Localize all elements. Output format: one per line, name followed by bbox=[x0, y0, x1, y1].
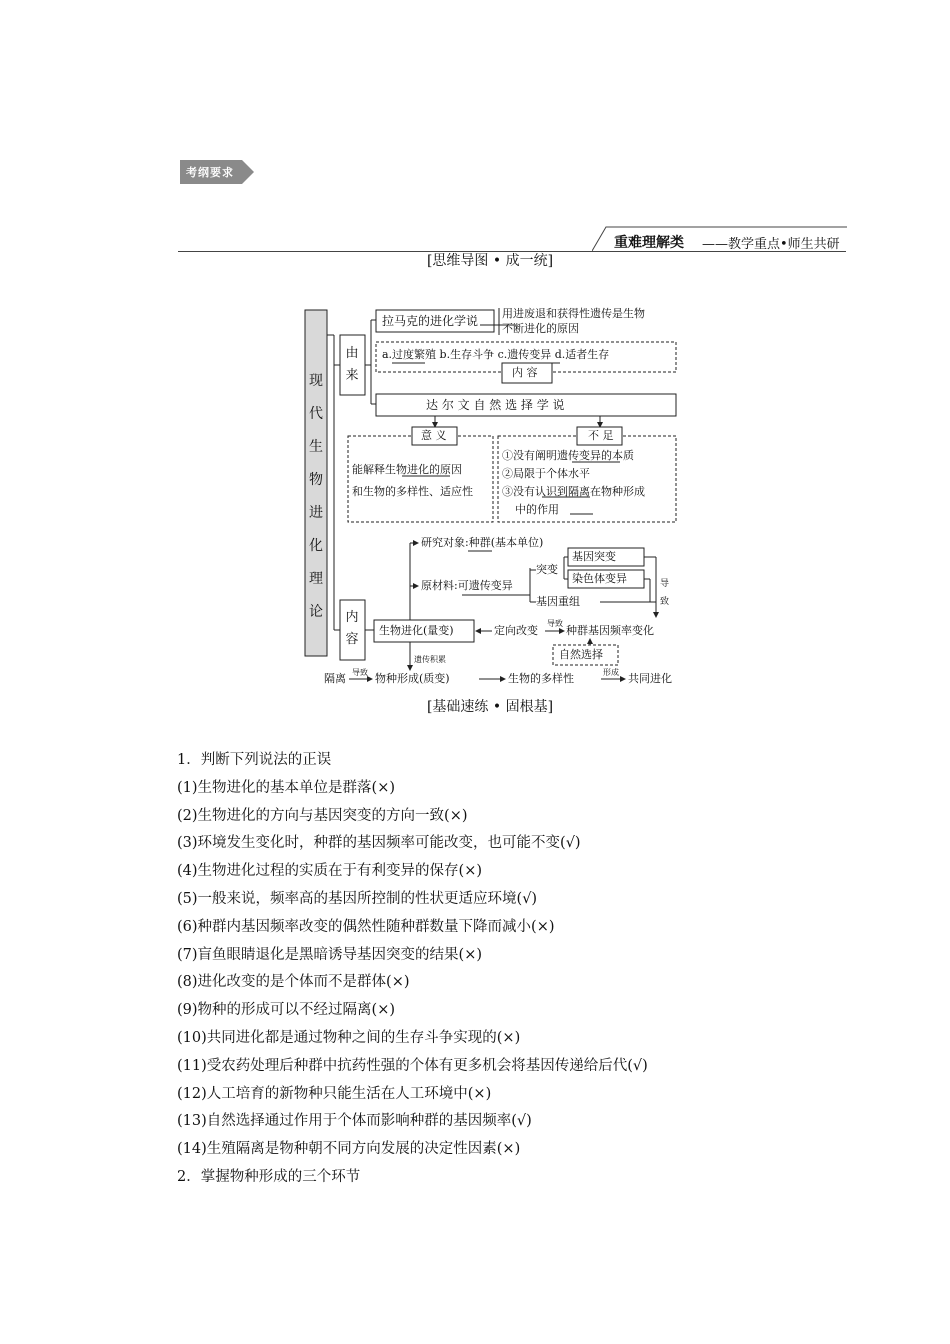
statement-item: (11)受农药处理后种群中抗药性强的个体有更多机会将基因传递给后代(√) bbox=[177, 1057, 648, 1074]
lead-to-v-2: 致 bbox=[660, 597, 670, 607]
directional-change: 定向改变 bbox=[494, 624, 538, 637]
chromosome-variation: 染色体变异 bbox=[572, 572, 627, 585]
statement-item: (13)自然选择通过作用于个体而影响种群的基因频率(√) bbox=[177, 1113, 532, 1130]
mindmap-title: [思维导图 • 成一统] bbox=[426, 253, 554, 269]
gene-mutation: 基因突变 bbox=[572, 550, 616, 563]
statement-item: (7)盲鱼眼睛退化是黑暗诱导基因突变的结果(×) bbox=[177, 946, 483, 963]
frequency-change: 种群基因频率变化 bbox=[566, 624, 654, 637]
mindmap-diagram bbox=[300, 305, 690, 700]
statement-item: (2)生物进化的方向与基因突变的方向一致(×) bbox=[177, 807, 468, 824]
lamarck-desc-1: 用进废退和获得性遗传是生物 bbox=[502, 307, 645, 320]
section-subtitle: ——教学重点•师生共研 bbox=[702, 237, 840, 252]
statement-item: (4)生物进化过程的实质在于有利变异的保存(×) bbox=[177, 863, 483, 880]
lamarck-desc-2: 不断进化的原因 bbox=[502, 322, 579, 335]
statement-item: (8)进化改变的是个体而不是群体(×) bbox=[177, 974, 410, 991]
lead-to-small: 导致 bbox=[547, 619, 563, 628]
content-box-label: 内 容 bbox=[512, 366, 538, 379]
darwin-label: 达 尔 文 自 然 选 择 学 说 bbox=[426, 398, 565, 412]
shortcoming-2: ②局限于个体水平 bbox=[502, 467, 590, 480]
root-label: 现代生物进化理论 bbox=[309, 373, 323, 620]
statement-item: (3)环境发生变化时，种群的基因频率可能改变，也可能不变(√) bbox=[177, 835, 581, 852]
syllabus-tag bbox=[180, 160, 256, 184]
evolution-box-label: 生物进化(量变) bbox=[379, 624, 454, 637]
speciation-label: 物种形成(质变) bbox=[375, 672, 450, 685]
shortcoming-label: 不 足 bbox=[588, 429, 614, 442]
form-small: 形成 bbox=[603, 668, 619, 677]
section-header bbox=[592, 226, 847, 252]
meaning-text-2: 和生物的多样性、适应性 bbox=[352, 485, 473, 498]
lead-to-small-2: 导致 bbox=[352, 668, 368, 677]
tag-arrow bbox=[242, 160, 254, 184]
statement-item: (1)生物进化的基本单位是群落(×) bbox=[177, 779, 396, 796]
natural-selection: 自然选择 bbox=[559, 648, 603, 661]
research-object: 研究对象:种群(基本单位) bbox=[421, 536, 544, 549]
question-1-title: 1．判断下列说法的正误 bbox=[177, 752, 332, 768]
coevolution-label: 共同进化 bbox=[628, 672, 672, 685]
isolation-label: 隔离 bbox=[324, 672, 346, 685]
content-side-label: 内容 bbox=[345, 610, 359, 647]
question-list bbox=[177, 747, 857, 1192]
meaning-text-1: 能解释生物进化的原因 bbox=[352, 463, 462, 476]
origin-label: 由来 bbox=[345, 346, 359, 383]
tag-label: 考纲要求 bbox=[186, 166, 234, 179]
section-title: 重难理解类 bbox=[614, 235, 684, 251]
question-2-title: 2．掌握物种形成的三个环节 bbox=[177, 1168, 361, 1185]
raw-material: 原材料:可遗传变异 bbox=[421, 579, 513, 592]
mutation-label: 突变 bbox=[536, 563, 558, 576]
shortcoming-4: 中的作用 bbox=[515, 503, 559, 516]
statement-item: (10)共同进化都是通过物种之间的生存斗争实现的(×) bbox=[177, 1029, 521, 1046]
statement-item: (12)人工培育的新物种只能生活在人工环境中(×) bbox=[177, 1085, 492, 1102]
basic-practice-title: [基础速练 • 固根基] bbox=[426, 699, 554, 715]
heritage-label: 遗传积累 bbox=[414, 655, 446, 664]
shortcoming-1: ①没有阐明遗传变异的本质 bbox=[502, 449, 634, 462]
lead-to-v-1: 导 bbox=[660, 579, 670, 589]
shortcoming-3: ③没有认识到隔离在物种形成 bbox=[502, 485, 645, 498]
statement-item: (14)生殖隔离是物种朝不同方向发展的决定性因素(×) bbox=[177, 1141, 521, 1158]
recombination: 基因重组 bbox=[536, 595, 580, 608]
statement-item: (6)种群内基因频率改变的偶然性随种群数量下降而减小(×) bbox=[177, 918, 555, 935]
statement-item: (9)物种的形成可以不经过隔离(×) bbox=[177, 1002, 396, 1019]
lamarck-label: 拉马克的进化学说 bbox=[382, 314, 479, 328]
darwin-points: a.过度繁殖 b.生存斗争 c.遗传变异 d.适者生存 bbox=[382, 348, 610, 361]
statement-item: (5)一般来说，频率高的基因所控制的性状更适应环境(√) bbox=[177, 890, 538, 907]
meaning-label: 意 义 bbox=[421, 429, 447, 442]
diversity-label: 生物的多样性 bbox=[508, 672, 574, 685]
